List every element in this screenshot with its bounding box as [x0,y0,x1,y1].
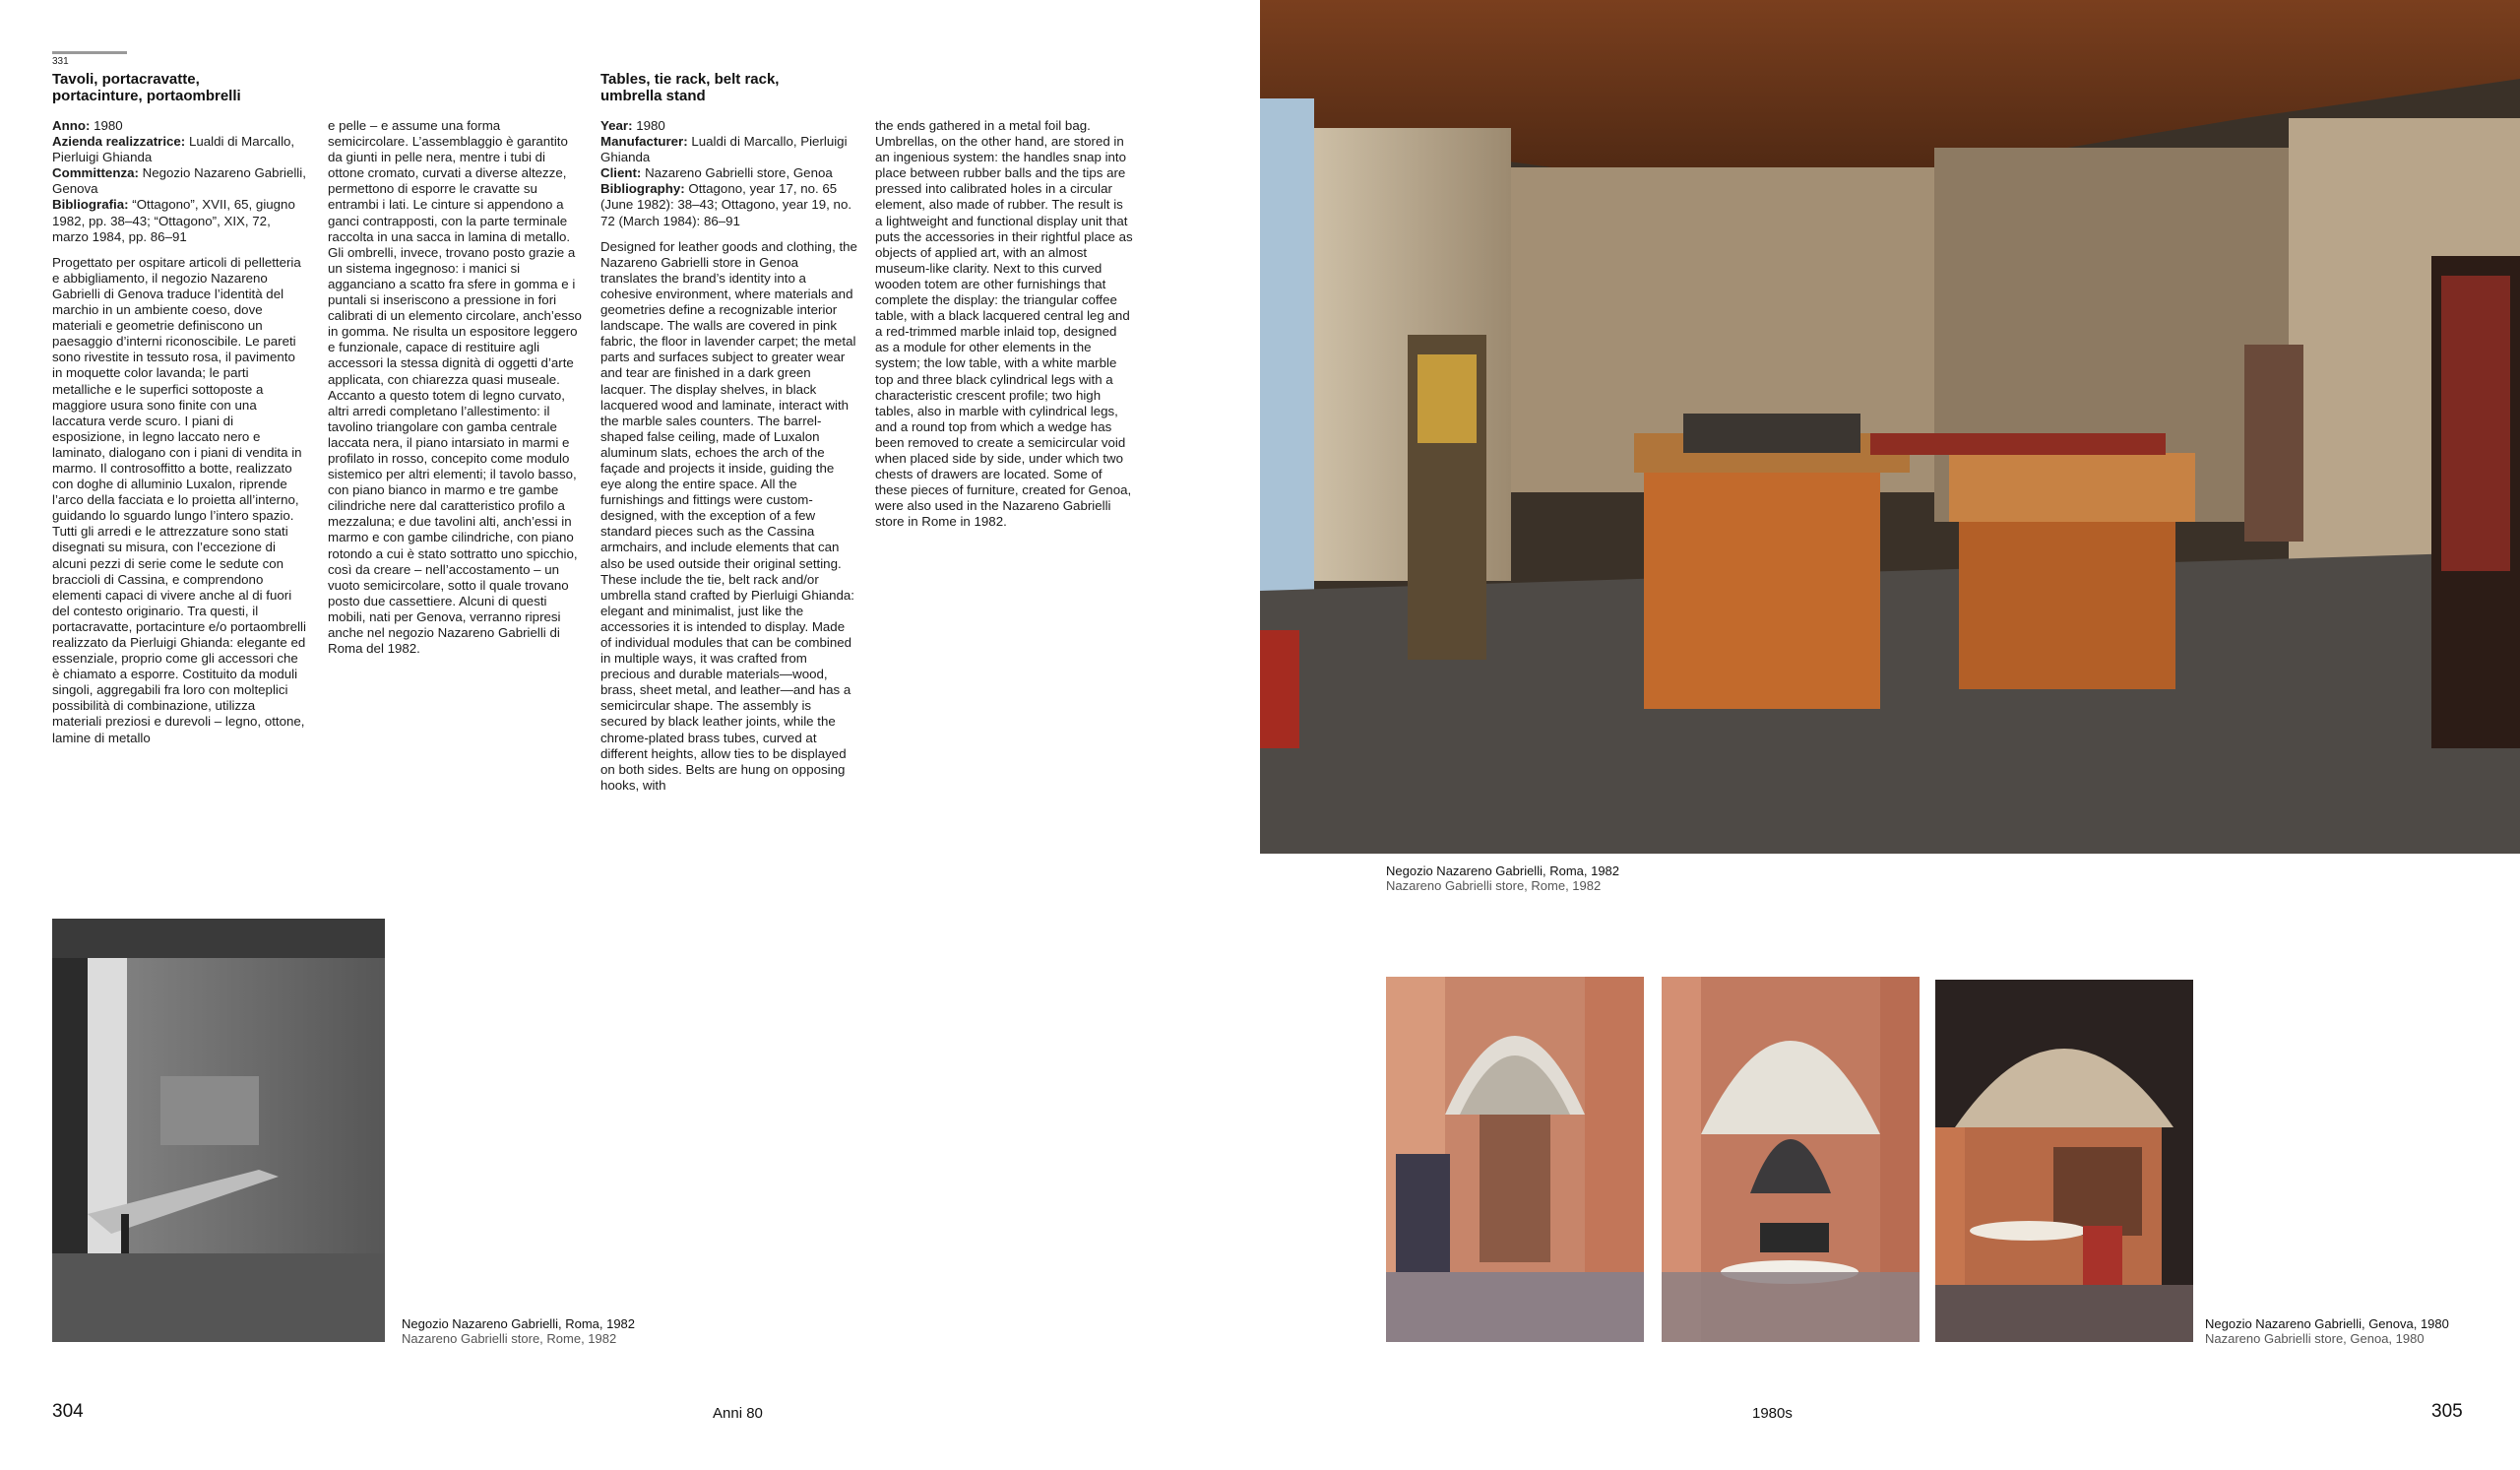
caption-trio-english: Nazareno Gabrielli store, Genoa, 1980 [2205,1331,2425,1346]
meta-line: Bibliografia: “Ottagono”, XVII, 65, giugno 1982, pp. 38–43; “Ottagono”, XIX, 72, marzo 1984, pp. 86–91 [52,197,295,244]
catalog-number: 331 [52,51,127,67]
title-italian [52,71,308,104]
caption-main-italian: Negozio Nazareno Gabrielli, Roma, 1982 [1386,863,1620,878]
photo-rome-bw-image [52,919,385,1342]
body-text-english-2: the ends gathered in a metal foil bag. Umbrellas, on the other hand, are stored in an ingenious system: the handles snap into place between rubber balls and the tips are pressed into calibrated holes in a circular element, also made of rubber. The result is a lightweight and functional display unit that puts the accessories in their rightful place as objects of applied art, with an almost museum-like clarity. Next to this curved wooden totem are other furnishings that complete the display: the triangular coffee table, with a black lacquered central leg and a red-trimmed marble inlaid top, designed as a module for other elements in the system; the low table, with a white marble top and three black cylindrical legs with a characteristic crescent profile; two high tables, also in marble with cylindrical legs, and a round top from which a wedge has been removed to create a semicircular void when placed side by side, under which two chests of drawers are located. Some of these pieces of furniture, created for Genoa, were also used in the Nazareno Gabrielli store in Rome in 1982. [875,118,1133,530]
caption-bw-italian: Negozio Nazareno Gabrielli, Roma, 1982 [402,1316,636,1331]
caption-photo-bw [402,1316,697,1346]
photo-genoa-1-image [1386,977,1644,1342]
meta-line: Committenza: Negozio Nazareno Gabrielli, Genova [52,165,306,197]
photo-rome-bw [52,919,385,1342]
body-text-english-1: Designed for leather goods and clothing, the Nazareno Gabrielli store in Genoa translates the brand’s identity into a cohesive environment, where materials and geometries define a recognizable interior landscape. The walls are covered in pink fabric, the floor in lavender carpet; the metal parts and surfaces subject to greater wear and tear are finished in a dark green lacquer. The display shelves, in black lacquered wood and laminate, interact with the marble sales counters. The barrel-shaped false ceiling, made of Luxalon aluminum slats, echoes the arch of the façade and projects it inside, guiding the eye along the entire space. All the furnishings and fittings were custom-designed, with the exception of a few standard pieces such as the Cassina armchairs, and include elements that can also be used outside their original setting. These include the tie, belt rack and/or umbrella stand crafted by Pierluigi Ghianda: elegant and minimalist, just like the accessories it is intended to display. Made of individual modules that can be combined in multiple ways, it was crafted from precious and durable materials—wood, brass, sheet metal, and leather—and has a semicircular shape. The assembly is secured by black leather joints, while the chrome-plated brass tubes, curved at different heights, allow ties to be displayed on both sides. Belts are hung on opposing hooks, with [600,238,857,793]
caption-bw-english: Nazareno Gabrielli store, Rome, 1982 [402,1331,617,1346]
column-italian-1 [52,118,306,746]
meta-line: Anno: 1980 [52,118,123,133]
meta-line: Client: Nazareno Gabrielli store, Genoa [600,165,833,181]
photo-genoa-2 [1662,977,1920,1342]
meta-line: Azienda realizzatrice: Lualdi di Marcallo, Pierluigi Ghianda [52,134,295,165]
body-text-italian-2: e pelle – e assume una forma semicircolare. L’assemblaggio è garantito da giunti in pelle nera, mentre i tubi di ottone cromato, curvati a diverse altezze, permettono di esporre le cravatte su entrambi i lati. Le cinture si appendono a ganci contrapposti, con la parte terminale raccolta in una sacca in lamina di metallo. Gli ombrelli, invece, trovano posto grazie a un sistema ingegnoso: i manici si agganciano a scatto fra sfere in gomma e i puntali si inseriscono a pressione in fori calibrati di un elemento circolare, anch’esso in gomma. Ne risulta un espositore leggero e funzionale, capace di restituire agli accessori la stessa dignità di oggetti d’arte applicata, con chiarezza quasi museale. Accanto a questo totem di legno curvato, altri arredi completano l’allestimento: il tavolino triangolare con gamba centrale laccata nera, il piano intarsiato in marmi e profilato in rosso, concepito come modulo sistemico per altri elementi; il tavolo basso, con piano bianco in marmo e tre gambe cilindriche nere dal caratteristico profilo a mezzaluna; e due tavolini alti, anch’essi in marmo e con gambe cilindriche, con piano rotondo a cui è stato sottratto uno spicchio, così da creare – nell’accostamento – un vuoto semicircolare, sotto il quale trovano posto due cassettiere. Alcuni di questi mobili, nati per Genova, verranno ripresi anche nel negozio Nazareno Gabrielli di Roma del 1982. [328,118,582,657]
metadata-italian [52,118,306,245]
meta-line: Bibliography: Ottagono, year 17, no. 65 (June 1982): 38–43; Ottagono, year 19, no. 72 (March 1984): 86–91 [600,181,852,228]
metadata-english [600,118,858,229]
photo-genoa-3-image [1935,980,2193,1342]
title-en-line-2: umbrella stand [600,88,706,104]
column-italian-2 [328,118,584,657]
title-it-line-2: portacinture, portaombrelli [52,88,241,104]
page-number-right: 305 [2431,1401,2463,1422]
column-english-2 [875,118,1133,530]
caption-trio-italian: Negozio Nazareno Gabrielli, Genova, 1980 [2205,1316,2449,1331]
photo-rome-interior [1260,0,2520,854]
title-english [600,71,856,104]
photo-rome-interior-image [1260,0,2520,854]
meta-line: Manufacturer: Lualdi di Marcallo, Pierluigi Ghianda [600,134,848,165]
page-number-left: 304 [52,1401,84,1422]
meta-line: Year: 1980 [600,118,665,133]
running-head-left: Anni 80 [713,1405,763,1422]
body-text-italian-1: Progettato per ospitare articoli di pelletteria e abbigliamento, il negozio Nazareno Gabrielli di Genova traduce l’identità del marchio in un ambiente coeso, dove materiali e geometrie definiscono un paesaggio d’interni riconoscibile. Le pareti sono rivestite in tessuto rosa, il pavimento in moquette color lavanda; le parti metalliche e le superfici sottoposte a maggiore usura sono finite con una laccatura verde scuro. I piani di esposizione, in legno laccato nero e laminato, dialogano con i piani di vendita in marmo. Il controsoffitto a botte, realizzato con doghe di alluminio Luxalon, riprende l’arco della facciata e lo proietta all’interno, guidando lo sguardo lungo l’intero spazio. Tutti gli arredi e le attrezzature sono stati disegnati su misura, con l’eccezione di alcuni pezzi di serie come le sedute con braccioli di Cassina, e comprendono elementi capaci di vivere anche al di fuori del contesto originario. Tra questi, il portacravatte, portacinture e/o portaombrelli realizzato da Pierluigi Ghianda: elegante ed essenziale, proprio come gli accessori che è chiamato a esporre. Costituito da moduli singoli, aggregabili fra loro con molteplici possibilità di combinazione, utilizza materiali preziosi e durevoli – legno, ottone, lamine di metallo [52,254,306,745]
photo-genoa-3 [1935,980,2193,1342]
caption-main-english: Nazareno Gabrielli store, Rome, 1982 [1386,878,1602,893]
running-head-right: 1980s [1752,1405,1793,1422]
title-it-line-1: Tavoli, portacravatte, [52,71,200,88]
caption-photo-trio [2205,1316,2510,1346]
title-en-line-1: Tables, tie rack, belt rack, [600,71,780,88]
column-english-1 [600,118,858,794]
photo-genoa-2-image [1662,977,1920,1342]
caption-photo-main [1386,863,1780,893]
photo-genoa-1 [1386,977,1644,1342]
